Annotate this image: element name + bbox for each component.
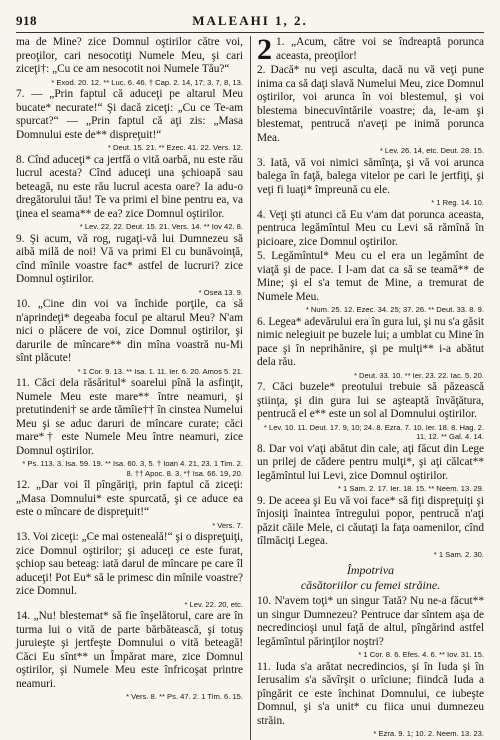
verse: 10. N'avem toţi* un singur Tată? Nu ne-a făcut** un singur Dumnezeu? Pentruce dar sîntem aşa de necredincioşi unul faţă de altul, pîngărind astfel legămîntul părinţilor noştri? (257, 595, 484, 648)
verse-number: 1. (276, 36, 285, 48)
verse: 5. Legămîntul* Meu cu el era un legămînt de viaţă şi de pace. I l-am dat ca să se teamă** de Mine; şi el s'a temut de Mine, a tremurat de Numele Meu. (257, 250, 484, 303)
verse: 7. — „Prin faptul că aduceţi pe altarul Meu bucate* necurate!“ Şi dacă ziceţi: „Cu ce Te-am spurcat?“ — „Prin faptul că aţi zis: „Masa Domnului este de** dispreţuit!“ (16, 88, 243, 141)
verse: 8. Dar voi v'aţi abătut din cale, aţi făcut din Lege un prilej de cădere pentru mulţi*, şi aţi călcat** legămîntul lui Levi, zice Domnul oştirilor. (257, 442, 484, 482)
verse: 6. Legea* adevărului era în gura lui, şi nu s'a găsit nimic nelegiuit pe buzele lui; a umblat cu Mine în pace şi în neprihănire, şi pe mulţi** i-a abătut dela rău. (257, 315, 484, 368)
cross-references: * Lev. 22. 20, etc. (184, 599, 243, 609)
verse: 11. Iuda s'a arătat necredincios, şi în Iuda şi în Ierusalim s'a săvîrşit o urîciune; fiindcă Iuda a pîngărit ce este închinat Domnului, ce iubeşte Domnul, şi s'a unit* cu fiica unui dumnezeu străin. (257, 660, 484, 727)
cross-references: * Vers. 8. ** Ps. 47. 2. 1 Tim. 6. 15. (126, 692, 243, 701)
verse: 10. „Cine din voi va închide porţile, ca să n'aprindeţi* degeaba focul pe altarul Meu? N'am nici o plăcere de voi, zice Domnul oştirilor, şi darurile de mîncare** din mîna voastră nu-Mi sînt plăcute! (16, 298, 243, 364)
column-divider (250, 36, 251, 740)
cross-references: * Lev. 22. 22. Deut. 15. 21. Vers. 14. ** Iov 42. 8. (79, 222, 243, 231)
cross-references: * Lev. 10. 11. Deut. 17. 9, 10; 24. 8. Ezra. 7. 10. Ier. 18. 8. Hag. 2. 11, 12. ** Gal. 4. 14. (263, 422, 484, 441)
cross-references: * 1 Cor. 9. 13. ** Isa. 1. 11. Ier. 6. 20. Amos 5. 21. (77, 366, 243, 376)
verse-text: „Acum, către voi se îndreaptă porunca aceasta, preoţilor! (276, 36, 484, 62)
verse: ma de Mine? zice Domnul oştirilor către voi, preoţilor, cari nesocotiţi Numele Meu, şi cari ziceţi†: „Cu ce am nesocotit noi Numele Tău?“ (16, 36, 243, 75)
two-column-body (16, 33, 484, 740)
cross-references: * 1 Reg. 14. 10. (431, 198, 484, 207)
verse: 11. Căci dela răsăritul* soarelui pînă la asfinţit, Numele Meu este mare** între neamuri, şi pretutindeni† se arde tămîie†† în cinstea Numelui Meu şi se aduc daruri de mîncare curate; căci mare*† este Numele Meu între neamuri, zice Domnul oştirilor. (16, 377, 243, 457)
left-column (16, 36, 243, 740)
cross-references: * 1 Sam. 2. 17. Ier. 18. 15. ** Neem. 13. 29. (337, 484, 484, 493)
chapter-number: 2 (257, 33, 272, 66)
verse: 9. Şi acum, vă rog, rugaţi-vă lui Dumnezeu să aibă milă de noi! Vă va primi El cu bunăvoinţă, cînd mînile voastre fac* astfel de lucruri? zice Domnul oştirilor. (16, 232, 243, 285)
verse: 7. Căci buzele* preotului trebuie să păzească ştiinţa, şi din gura lui se aşteaptă învăţătura, pentrucă el e** este un sol al Domnului oştirilor. (257, 381, 484, 420)
verse: 3. Iată, vă voi nimici sămînţa, şi vă voi arunca balega în faţă, balega vitelor pe cari le jertfiţi, şi veţi fi luaţi* împreună cu ele. (257, 156, 484, 196)
cross-references: * Vers. 7. (212, 520, 243, 530)
verse: 8. Cînd aduceţi* ca jertfă o vită oarbă, nu este rău lucrul acesta? Cînd aduceţi una şchioapă sau beteagă, nu este rău lucrul acesta oare? Ia adu-o dregătorului tău! Te va primi el bine pentru ea, va ţinea el seama** de ea? zice Domnul oştirilor. (16, 153, 243, 220)
verse: 2. Dacă* nu veţi asculta, dacă nu vă veţi pune inima ca să daţi slavă Numelui Meu, zice Domnul oştirilor, voi arunca în voi blestemul, şi voi blestema binecuvîntările voastre; da, le-am şi blestemat, pentrucă n'aveţi pe inimă porunca Mea. (257, 64, 484, 144)
verse: 9. De aceea şi Eu vă voi face* să fiţi dispreţuiţi şi înjosiţi înaintea întregului popor, pentrucă n'aţi păzit căile Mele, ci căutaţi la faţa oamenilor, cînd tîlmăciţi Legea. (257, 494, 484, 547)
cross-references: * 1 Cor. 8. 6. Efes. 4. 6. ** Iov. 31. 15. (358, 650, 484, 659)
verse: 14. „Nu! blestemat* să fie înşelătorul, care are în turma lui o vită de parte bărbătească, şi totuş juruieşte şi jertfeşte Domnului o vită beteagă! Căci Eu sînt** un Împărat mare, zice Domnul oştirilor, şi Numele Meu este înfricoşat printre neamuri. (16, 610, 243, 690)
cross-references: * Ezra. 9. 1; 10. 2. Neem. 13. 23. (373, 729, 484, 738)
cross-references: * 1 Sam. 2. 30. (433, 549, 484, 559)
verse: 4. Veţi şti atunci că Eu v'am dat porunca aceasta, pentruca legămîntul Meu cu Levi să rămînă în picioare, zice Domnul oştirilor. (257, 208, 484, 248)
section-heading: Împotriva (346, 563, 395, 577)
cross-references: * Exod. 20. 12. ** Luc. 6. 46. † Cap. 2. 14, 17; 3. 7, 8, 13. (51, 77, 243, 87)
cross-references: * Ps. 113. 3. Isa. 59. 19. ** Isa. 60. 3, 5. † Ioan 4. 21, 23. 1 Tim. 2. 8. †† Apoc. 8. 3. *† Isa. 66. 19, 20. (22, 459, 243, 478)
chapter-opening (257, 33, 484, 66)
verse: 12. „Dar voi îl pîngăriţi, prin faptul că ziceţi: „Masa Domnului* este spurcată, şi ce aduce ea este o mîncare de dispreţuit!“ (16, 479, 243, 518)
right-column (257, 33, 484, 740)
cross-references: * Osea 13. 9. (198, 287, 243, 297)
cross-references: * Deut. 33. 10. ** Ier. 23. 22. Iac. 5. 20. (353, 370, 484, 380)
cross-references: * Num. 25. 12. Ezec. 34. 25; 37. 26. ** Deut. 33. 8. 9. (305, 305, 484, 314)
page-header (16, 12, 484, 33)
running-head: MALEAHI 1, 2. (192, 13, 308, 28)
section-subheading: căsătoriilor cu femei străine. (300, 578, 441, 592)
cross-references: * Deut. 15. 21. ** Ezec. 41. 22. Vers. 12. (107, 143, 243, 152)
cross-references: * Lev. 26. 14, etc. Deut. 28. 15. (379, 146, 484, 155)
verse: 13. Voi ziceţi: „Ce mai osteneală!“ şi o dispreţuiţi, zice Domnul oştirilor; şi aduceţi ce este furat, şchiop sau beteag: iată darul de mîncare pe care îl aduceţi! Pot Eu* să le primesc din mînile voastre? zice Domnul. (16, 531, 243, 597)
page-number: 918 (16, 13, 37, 28)
